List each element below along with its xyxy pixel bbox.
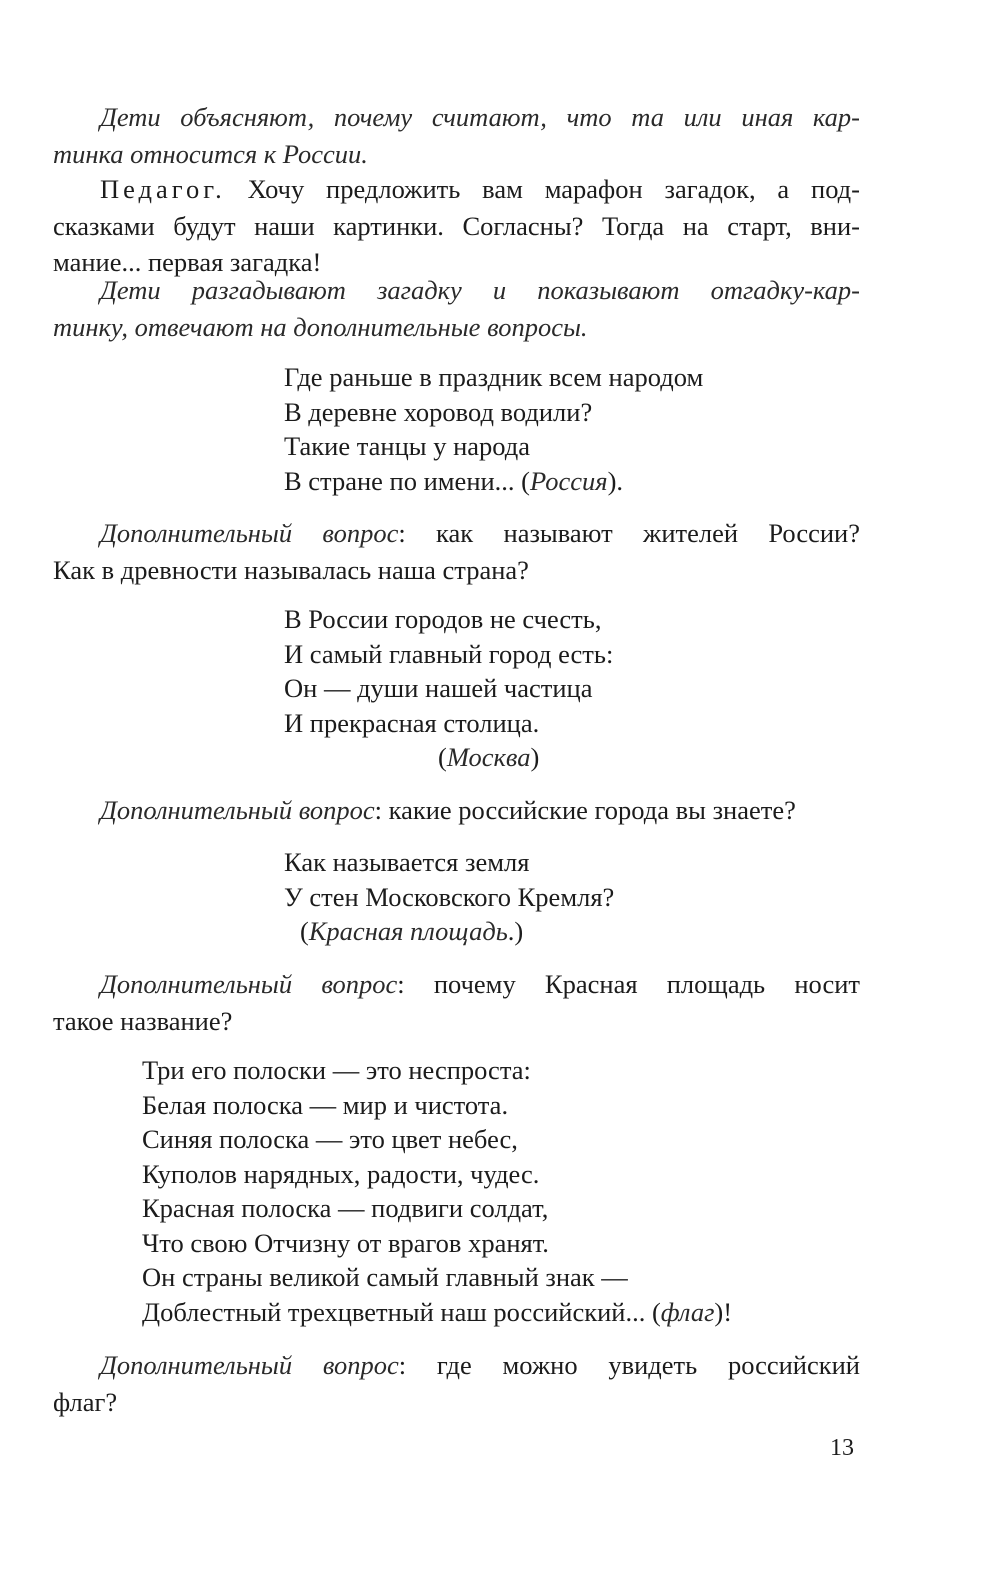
text-line: флаг? (53, 1386, 118, 1417)
question-label: Дополнительный вопрос (100, 795, 375, 825)
verse-line: Красная полоска — подвиги солдат, (142, 1193, 549, 1223)
question-label: Дополнительный вопрос (100, 1350, 399, 1380)
text-line: Дети объясняют, почему считают, что та или иная кар- (100, 102, 860, 132)
riddle-red-square (284, 845, 614, 914)
riddle-answer-line (438, 740, 539, 775)
riddle-flag (142, 1053, 732, 1329)
additional-question-flag (53, 1347, 860, 1420)
question-text: : какие российские города вы знаете? (374, 795, 796, 825)
verse-line: Что свою Отчизну от врагов хранят. (142, 1227, 549, 1258)
text-line: такое название? (53, 1005, 233, 1036)
additional-question-cities (53, 792, 860, 829)
verse-text: ). (607, 465, 624, 496)
text-line: сказками будут наши картинки. Согласны? Тогда на старт, вни- (53, 210, 860, 241)
verse-line: И прекрасная столица. (284, 707, 540, 738)
question-label: Дополнительный вопрос (100, 969, 398, 999)
question-text: : где можно увидеть российский (398, 1350, 860, 1380)
verse-line: Где раньше в праздник всем народом (284, 362, 704, 392)
speaker-label: Педагог. (100, 174, 226, 204)
verse-line: Куполов нарядных, радости, чудес. (142, 1158, 540, 1189)
text-line (53, 966, 860, 1003)
verse-line (142, 1295, 732, 1330)
text-line (53, 1347, 860, 1384)
verse-line: Синяя полоска — это цвет небес, (142, 1124, 518, 1154)
riddle-answer-line (300, 914, 523, 949)
page-number: 13 (830, 1435, 854, 1461)
question-text: : почему Красная площадь носит (397, 969, 860, 999)
riddle-answer: флаг (660, 1296, 715, 1327)
additional-question-residents (53, 515, 860, 588)
verse-line: Белая полоска — мир и чистота. (142, 1089, 509, 1120)
text-line (53, 792, 860, 829)
stage-direction-children-solve (53, 272, 860, 345)
verse-line: Три его полоски — это неспроста: (142, 1055, 531, 1085)
verse-line: В России городов не счесть, (284, 604, 602, 634)
verse-line: В деревне хоровод водили? (284, 396, 593, 427)
riddle-moscow (284, 602, 613, 740)
stage-direction-children-explain (53, 99, 860, 172)
verse-line: И самый главный город есть: (284, 638, 614, 669)
riddle-answer: Москва (446, 742, 531, 772)
verse-line (284, 464, 703, 499)
riddle-russia (284, 360, 703, 498)
verse-line: Такие танцы у народа (284, 431, 530, 461)
text-line: тинку, отвечают на дополнительные вопросы. (53, 311, 588, 342)
bracket: ) (530, 742, 540, 772)
verse-line: Как называется земля (284, 847, 530, 877)
riddle-answer: Россия (530, 465, 608, 496)
verse-line: Он страны великой самый главный знак — (142, 1262, 628, 1292)
verse-text: Доблестный трехцветный наш российский... ( (142, 1296, 661, 1327)
text-line: тинка относится к России. (53, 138, 368, 169)
verse-line: У стен Московского Кремля? (284, 881, 615, 912)
text-line: Как в древности называлась наша страна? (53, 554, 529, 585)
speech-text: Хочу предложить вам марафон загадок, а под- (225, 174, 860, 204)
bracket: ( (300, 916, 309, 946)
verse-line: Он — души нашей частица (284, 673, 593, 703)
text-line: мание... первая загадка! (53, 247, 322, 277)
text-line (53, 171, 860, 208)
verse-text: )! (714, 1296, 733, 1327)
bracket: .) (507, 916, 524, 946)
text-line (53, 515, 860, 552)
question-label: Дополнительный вопрос (100, 518, 399, 548)
bracket: ( (438, 742, 447, 772)
verse-text: В стране по имени... ( (284, 465, 531, 496)
text-line: Дети разгадывают загадку и показывают отгадку-кар- (100, 275, 860, 305)
teacher-speech (53, 171, 860, 281)
question-text: : как называют жителей России? (398, 518, 860, 548)
riddle-answer: Красная площадь (308, 916, 508, 946)
additional-question-red-square-name (53, 966, 860, 1039)
